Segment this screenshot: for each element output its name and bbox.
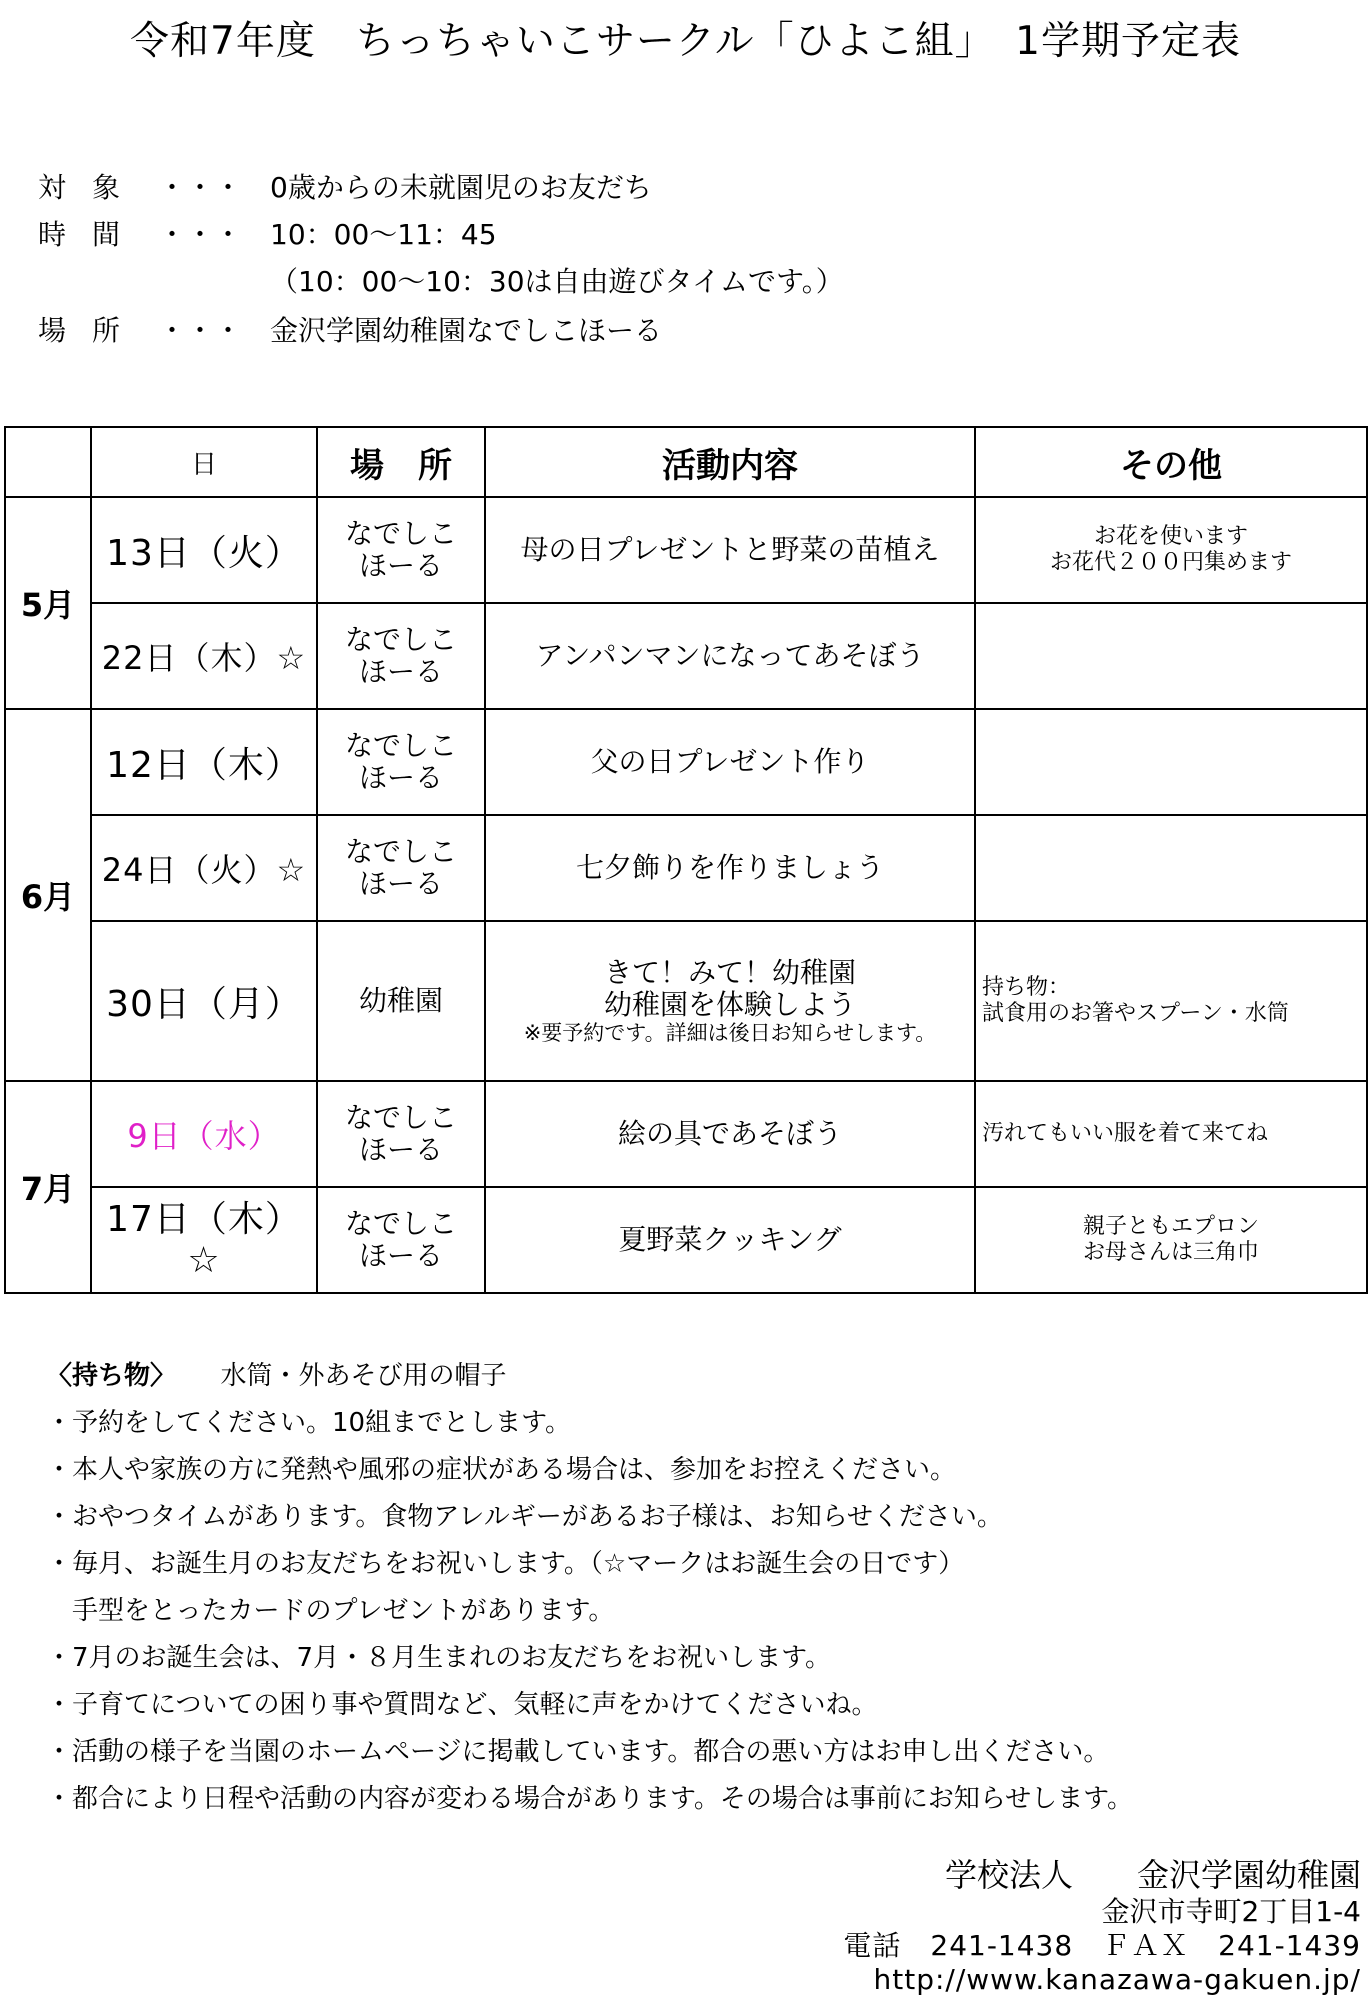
info-place-dots: ・・・ bbox=[158, 314, 243, 347]
info-time-label: 時間 bbox=[38, 218, 147, 251]
belongings-line bbox=[46, 1353, 1133, 1400]
place-cell bbox=[317, 603, 485, 709]
other-cell bbox=[975, 1187, 1367, 1293]
place-text: なでしこ ほーる bbox=[344, 1207, 457, 1272]
footer-url[interactable]: http://www.kanazawa-gakuen.jp/ bbox=[873, 1963, 1361, 1996]
date-cell: 24日（火）☆ bbox=[91, 815, 317, 921]
footer-address: 金沢市寺町2丁目1-4 bbox=[1101, 1895, 1361, 1928]
footer-contact: 電話 241-1438 ＦＡＸ 241-1439 bbox=[843, 1929, 1361, 1962]
table-header-row bbox=[5, 427, 1367, 497]
info-target-label: 対象 bbox=[38, 171, 147, 204]
activity-cell: 絵の具であそぼう bbox=[485, 1081, 975, 1187]
other-cell bbox=[975, 709, 1367, 815]
note-item: ・毎月、お誕生月のお友だちをお祝いします。（☆マークはお誕生会の日です） bbox=[46, 1549, 965, 1579]
activity-text: きて！みて！幼稚園 幼稚園を体験しよう bbox=[603, 956, 856, 1021]
info-place-label: 場所 bbox=[38, 314, 147, 347]
info-place-value: 金沢学園幼稚園なでしこほーる bbox=[270, 314, 663, 347]
info-time bbox=[38, 213, 1038, 253]
belongings-value: 水筒・外あそび用の帽子 bbox=[220, 1361, 507, 1391]
place-text: なでしこ ほーる bbox=[344, 623, 457, 688]
note-item: ・子育てについての困り事や質問など、気軽に声をかけてくださいね。 bbox=[46, 1690, 878, 1720]
date-text: 17日（木） ☆ bbox=[106, 1199, 302, 1281]
schedule-table bbox=[4, 426, 1368, 1294]
header-place: 場 所 bbox=[317, 427, 485, 497]
place-cell: 幼稚園 bbox=[317, 921, 485, 1081]
month-cell-may: 5月 bbox=[5, 497, 91, 709]
activity-cell bbox=[485, 921, 975, 1081]
note-item: ・本人や家族の方に発熱や風邪の症状がある場合は、参加をお控えください。 bbox=[46, 1455, 957, 1485]
place-cell bbox=[317, 709, 485, 815]
notes-section bbox=[46, 1353, 1133, 1823]
date-cell: 13日（火） bbox=[91, 497, 317, 603]
note-item: 手型をとったカードのプレゼントがあります。 bbox=[46, 1596, 615, 1626]
table-row bbox=[5, 1081, 1367, 1187]
info-time-value: 10：00～11：45 bbox=[270, 218, 497, 251]
other-text: 持ち物： 試食用のお箸やスプーン・水筒 bbox=[982, 975, 1289, 1026]
header-activity: 活動内容 bbox=[485, 427, 975, 497]
place-cell bbox=[317, 1187, 485, 1293]
other-cell bbox=[975, 815, 1367, 921]
activity-cell: アンパンマンになってあそぼう bbox=[485, 603, 975, 709]
activity-note: ※要予約です。詳細は後日お知らせします。 bbox=[523, 1021, 937, 1045]
other-cell bbox=[975, 921, 1367, 1081]
table-row bbox=[5, 921, 1367, 1081]
date-cell bbox=[91, 1187, 317, 1293]
header-day: 日 bbox=[91, 427, 317, 497]
place-text: なでしこ ほーる bbox=[344, 729, 457, 794]
note-item: ・予約をしてください。10組までとします。 bbox=[46, 1408, 572, 1438]
note-item: ・7月のお誕生会は、7月・８月生まれのお友だちをお祝いします。 bbox=[46, 1643, 832, 1673]
header-month bbox=[5, 427, 91, 497]
belongings-label: 〈持ち物〉 bbox=[46, 1361, 177, 1391]
other-cell bbox=[975, 603, 1367, 709]
other-text: お花を使います お花代２００円集めます bbox=[1049, 524, 1292, 575]
activity-cell: 夏野菜クッキング bbox=[485, 1187, 975, 1293]
footer-org: 学校法人 金沢学園幼稚園 bbox=[944, 1856, 1361, 1894]
note-item: ・都合により日程や活動の内容が変わる場合があります。その場合は事前にお知らせします。 bbox=[46, 1784, 1134, 1814]
other-cell bbox=[975, 497, 1367, 603]
other-cell: 汚れてもいい服を着て来てね bbox=[975, 1081, 1367, 1187]
activity-cell: 父の日プレゼント作り bbox=[485, 709, 975, 815]
activity-cell: 七夕飾りを作りましょう bbox=[485, 815, 975, 921]
place-text: なでしこ ほーる bbox=[344, 517, 457, 582]
info-time-dots: ・・・ bbox=[158, 218, 243, 251]
info-time-note bbox=[38, 260, 1038, 300]
place-cell bbox=[317, 1081, 485, 1187]
info-target bbox=[38, 166, 1038, 206]
month-cell-july: 7月 bbox=[5, 1081, 91, 1293]
table-row bbox=[5, 497, 1367, 603]
place-text: なでしこ ほーる bbox=[344, 835, 457, 900]
date-cell: 22日（木）☆ bbox=[91, 603, 317, 709]
note-item: ・おやつタイムがあります。食物アレルギーがあるお子様は、お知らせください。 bbox=[46, 1502, 1003, 1532]
place-cell bbox=[317, 497, 485, 603]
table-row bbox=[5, 815, 1367, 921]
date-cell-highlight: 9日（水） bbox=[91, 1081, 317, 1187]
info-target-value: 0歳からの未就園児のお友だち bbox=[270, 171, 652, 204]
activity-cell: 母の日プレゼントと野菜の苗植え bbox=[485, 497, 975, 603]
date-cell: 12日（木） bbox=[91, 709, 317, 815]
info-place bbox=[38, 309, 1038, 349]
table-row bbox=[5, 709, 1367, 815]
table-row bbox=[5, 603, 1367, 709]
month-cell-june: 6月 bbox=[5, 709, 91, 1081]
header-other: その他 bbox=[975, 427, 1367, 497]
footer bbox=[843, 1855, 1361, 1997]
table-row bbox=[5, 1187, 1367, 1293]
info-time-note-value: （10：00～10：30は自由遊びタイムです。） bbox=[270, 265, 844, 298]
other-text: 親子ともエプロン お母さんは三角巾 bbox=[1082, 1214, 1259, 1265]
info-target-dots: ・・・ bbox=[158, 171, 243, 204]
note-item: ・活動の様子を当園のホームページに掲載しています。都合の悪い方はお申し出ください。 bbox=[46, 1737, 1110, 1767]
place-text: なでしこ ほーる bbox=[344, 1101, 457, 1166]
page-title: 令和7年度 ちっちゃいこサークル「ひよこ組」 1学期予定表 bbox=[130, 19, 1241, 64]
place-cell bbox=[317, 815, 485, 921]
date-cell: 30日（月） bbox=[91, 921, 317, 1081]
